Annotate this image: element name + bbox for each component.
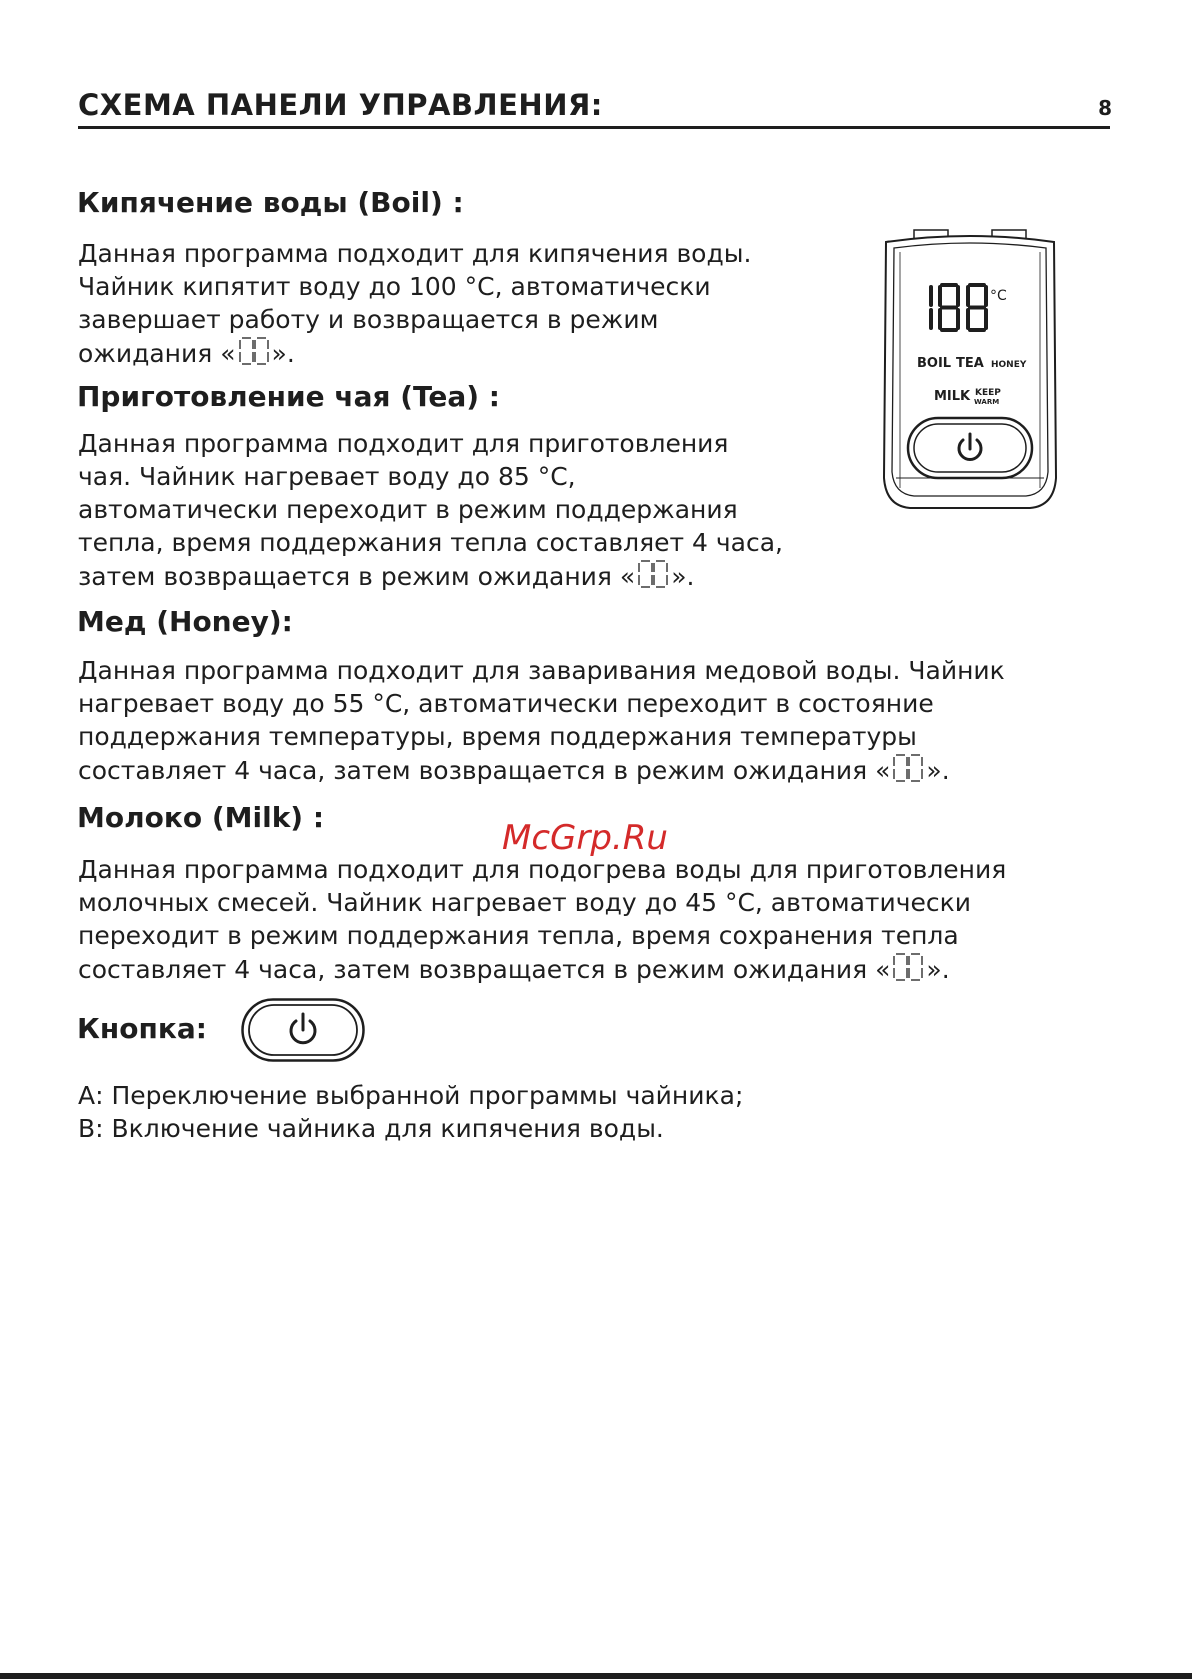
- honey-line: Данная программа подходит для заваривания медовой воды. Чайник: [78, 656, 1005, 685]
- honey-line: поддержания температуры, время поддержания температуры: [78, 722, 917, 751]
- header-rule: [78, 126, 1110, 129]
- tea-line: чая. Чайник нагревает воду до 85 °С,: [78, 462, 576, 491]
- tea-title: Приготовление чая (Tea) :: [77, 380, 500, 413]
- power-button-illustration: [241, 998, 365, 1062]
- unit-label: °C: [990, 288, 1007, 304]
- standby-segment-icon: [891, 753, 925, 791]
- bottom-rule: [0, 1673, 1192, 1679]
- standby-segment-icon: [891, 952, 925, 990]
- standby-segment-icon: [636, 559, 670, 597]
- tea-line: Данная программа подходит для приготовления: [78, 429, 729, 458]
- button-item: А: Переключение выбранной программы чайника;: [78, 1081, 744, 1110]
- boil-line: Чайник кипятит воду до 100 °С, автоматически: [78, 272, 711, 301]
- mode-milk: MILK: [934, 389, 971, 404]
- tea-line-last: затем возвращается в режим ожидания « ».: [78, 559, 783, 592]
- boil-text: [78, 237, 751, 369]
- milk-title: Молоко (Milk) :: [77, 801, 325, 834]
- boil-line-last: ожидания « ».: [78, 336, 751, 369]
- button-description: [78, 1079, 743, 1145]
- mode-warm: WARM: [974, 398, 1000, 406]
- mode-tea: TEA: [956, 356, 984, 371]
- milk-line: молочных смесей. Чайник нагревает воду до 45 °С, автоматически: [78, 888, 971, 917]
- boil-title: Кипячение воды (Boil) :: [77, 186, 464, 219]
- watermark: McGrp.Ru: [502, 818, 668, 858]
- honey-text: [78, 654, 1005, 786]
- tea-line: тепла, время поддержания тепла составляет 4 часа,: [78, 528, 783, 557]
- milk-line-last: составляет 4 часа, затем возвращается в режим ожидания « ».: [78, 952, 1006, 985]
- control-panel-illustration: [880, 228, 1060, 518]
- panel-power-button: [908, 418, 1032, 478]
- standby-segment-icon: [237, 336, 271, 374]
- boil-line: завершает работу и возвращается в режим: [78, 305, 659, 334]
- mode-honey: HONEY: [991, 360, 1027, 370]
- milk-line: переходит в режим поддержания тепла, время сохранения тепла: [78, 921, 959, 950]
- tea-text: [78, 427, 783, 592]
- honey-line-last: составляет 4 часа, затем возвращается в режим ожидания « ».: [78, 753, 1005, 786]
- button-label: Кнопка:: [77, 1012, 207, 1045]
- boil-line: Данная программа подходит для кипячения воды.: [78, 239, 752, 268]
- milk-line: Данная программа подходит для подогрева воды для приготовления: [78, 855, 1007, 884]
- page-number: 8: [1098, 96, 1112, 120]
- mode-boil: BOIL: [917, 356, 952, 371]
- honey-title: Мед (Honey):: [77, 605, 293, 638]
- tea-line: автоматически переходит в режим поддержания: [78, 495, 738, 524]
- milk-text: [78, 853, 1006, 985]
- button-item: В: Включение чайника для кипячения воды.: [78, 1114, 664, 1143]
- mode-keep: KEEP: [975, 388, 1001, 398]
- page-title: СХЕМА ПАНЕЛИ УПРАВЛЕНИЯ:: [78, 88, 603, 122]
- honey-line: нагревает воду до 55 °С, автоматически переходит в состояние: [78, 689, 934, 718]
